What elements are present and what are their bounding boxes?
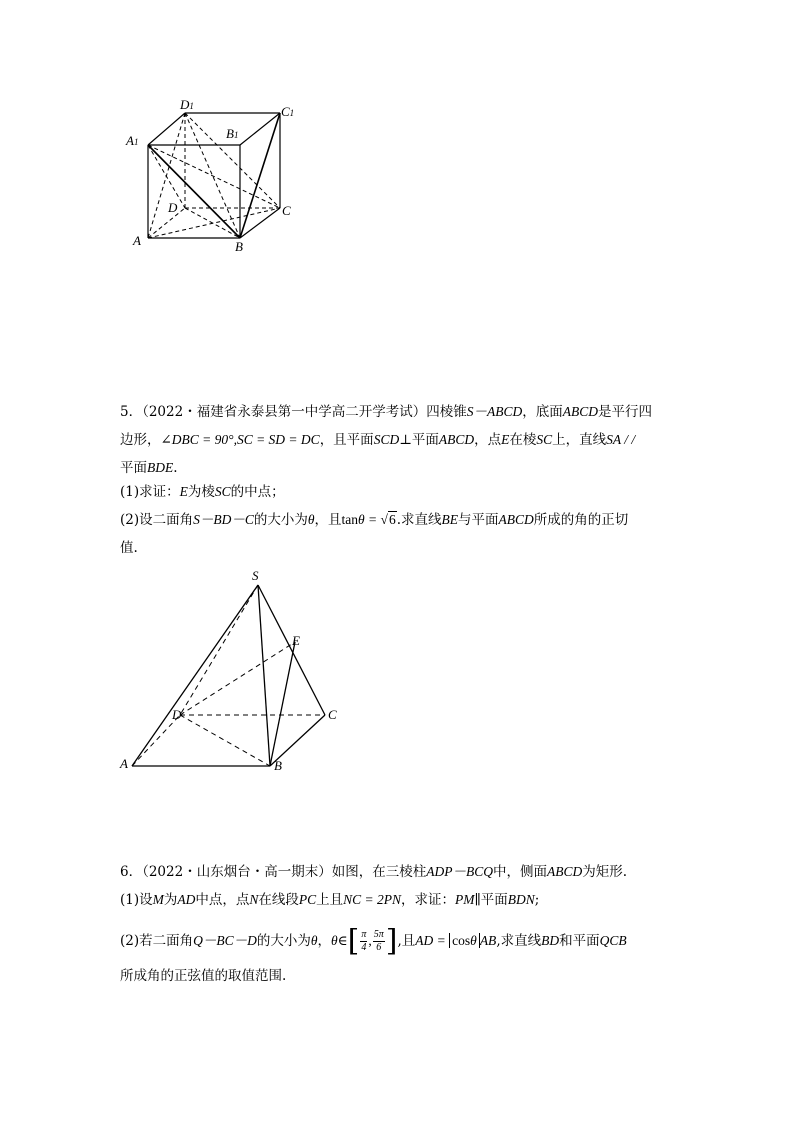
text: 为 (163, 892, 178, 908)
math-e: E (179, 484, 188, 499)
pyramid-figure (0, 560, 360, 780)
math-plane-abcd: ABCD (438, 432, 475, 447)
problem-source: （2022・山东烟台・高一期末） (142, 864, 332, 880)
math-cos: cos (452, 933, 471, 948)
math-line-sa: SA / / (606, 432, 636, 447)
text: (2)设二面角 (120, 512, 194, 528)
math-sc: SC (214, 484, 231, 499)
math-eq: = (364, 512, 381, 527)
label-B1: B1 (226, 126, 239, 141)
text: 和平面 (559, 933, 600, 949)
text: 平面 (411, 432, 439, 448)
problem-number: 5． (120, 404, 143, 420)
math-nc: NC = 2PN (343, 892, 402, 907)
math-num: 5π (373, 929, 384, 940)
math-abcd: ABCD (498, 512, 534, 527)
math-dihedral: S－BD－C (193, 512, 254, 527)
math-prism: ADP－BCQ (426, 864, 493, 879)
text: 为棱 (187, 484, 215, 500)
text: ，底面 (522, 404, 563, 420)
math-ad: AD (177, 892, 196, 907)
math-bdn: BDN (507, 892, 535, 907)
math-left-bracket: [ (347, 923, 360, 959)
label-C1: C1 (281, 104, 295, 119)
text: ; (534, 892, 540, 908)
math-qcb: QCB (599, 933, 627, 948)
problem-5-question-2 (120, 506, 680, 534)
text: (2)若二面角 (120, 933, 194, 949)
text: ，点 (474, 432, 502, 448)
math-n: N (249, 892, 259, 907)
math-edge-sc: SC (536, 432, 553, 447)
text: 四棱锥 (426, 404, 467, 420)
label-A1: A1 (126, 133, 139, 148)
math-base: ABCD (562, 404, 598, 419)
problem-6-question-1 (120, 886, 680, 914)
math-tan: tan (341, 512, 359, 527)
math-den: 6 (376, 942, 382, 953)
math-dihedral: Q－BC－D (193, 933, 257, 948)
math-theta: θ (331, 933, 338, 948)
math-bd: BD (541, 933, 560, 948)
math-eq: = (433, 933, 450, 948)
text: ，求证： (401, 892, 456, 908)
math-theta: θ (307, 512, 315, 527)
text: ,求直线 (496, 933, 542, 949)
text: 平面 (480, 892, 508, 908)
text: ,且 (397, 933, 416, 949)
math-den: 4 (361, 942, 367, 953)
math-right-bracket: ] (385, 923, 398, 959)
math-frac-5pi-6 (373, 929, 385, 954)
label-C: C (282, 203, 291, 218)
text: ，且平面 (319, 432, 374, 448)
problem-6-line-1 (120, 858, 680, 886)
text: 所成角的正弦值的取值范围. (120, 968, 287, 984)
math-sqrt: √6 (380, 512, 396, 527)
text: 是平行四 (597, 404, 652, 420)
label-D1: D1 (180, 97, 194, 112)
math-plane-bde: BDE (147, 460, 174, 475)
label-S: S (252, 568, 259, 583)
math-pc: PC (298, 892, 317, 907)
cube-diagram (0, 0, 320, 260)
problem-5-line-2 (120, 426, 680, 454)
text: 的中点； (230, 484, 285, 500)
text: ， (317, 933, 332, 949)
text: 在棱 (509, 432, 537, 448)
math-pyramid: S－ABCD (466, 404, 523, 419)
math-point-e: E (501, 432, 510, 447)
text: (1)设 (120, 892, 153, 908)
math-ad: AD (415, 933, 434, 948)
text: 的大小为 (256, 933, 311, 949)
problem-5-question-1 (120, 478, 680, 506)
label-E: E (292, 633, 300, 648)
text: .求直线 (396, 512, 442, 528)
text: 边形， (120, 432, 161, 448)
text: 上，直线 (552, 432, 607, 448)
math-six: 6 (388, 512, 396, 527)
math-parallel: ∥ (474, 892, 481, 907)
math-face: ABCD (546, 864, 583, 879)
math-theta: θ (310, 933, 318, 948)
problem-source: （2022・福建省永泰县第一中学高二开学考试） (142, 404, 427, 420)
problem-number: 6． (120, 864, 143, 880)
text: 为矩形. (582, 864, 627, 880)
problem-6 (120, 858, 680, 990)
pyramid-diagram (0, 560, 360, 780)
math-frac-pi-4 (360, 929, 367, 954)
problem-5-line-1 (120, 398, 680, 426)
text: 中，侧面 (492, 864, 547, 880)
text: 在线段 (258, 892, 299, 908)
math-theta: θ (470, 933, 477, 948)
label-D: D (172, 707, 182, 722)
math-abs-cos (449, 933, 480, 948)
label-C: C (328, 707, 337, 722)
text: 如图，在三棱柱 (331, 864, 427, 880)
problem-6-question-2: (2)若二面角Q－BC－D的大小为θ，θ∈[ $\frac{\pi}{4}$ , $\frac{5\pi}{6}$ ],且AD = cosθ AB,求直线BD和平面QCB (120, 923, 627, 959)
math-condition: ∠DBC = 90°,SC = SD = DC (160, 432, 320, 447)
text: 平面 (120, 460, 147, 476)
text: . (173, 460, 178, 476)
text: 值. (120, 540, 138, 556)
problem-6-question-2-end (120, 962, 680, 990)
math-in: ∈ (337, 933, 348, 948)
math-plane-scd: SCD⊥ (373, 432, 412, 447)
text: 所成的角的正切 (533, 512, 629, 528)
label-B: B (235, 239, 243, 254)
text: 与平面 (458, 512, 499, 528)
label-B: B (274, 758, 282, 773)
text: 中点，点 (195, 892, 250, 908)
text: (1)求证： (120, 484, 180, 500)
cube-figure (0, 0, 320, 260)
label-D: D (168, 200, 178, 215)
math-be: BE (441, 512, 458, 527)
label-A: A (133, 233, 141, 248)
math-ab: AB (479, 933, 497, 948)
text: ，且 (314, 512, 342, 528)
math-theta: θ (358, 512, 365, 527)
problem-5-question-2-end (120, 534, 680, 562)
math-pm: PM (455, 892, 475, 907)
text: 上且 (316, 892, 344, 908)
math-num: π (361, 929, 367, 940)
math-m: M (152, 892, 164, 907)
label-A: A (120, 756, 128, 771)
text: 的大小为 (253, 512, 308, 528)
problem-5 (120, 398, 680, 562)
